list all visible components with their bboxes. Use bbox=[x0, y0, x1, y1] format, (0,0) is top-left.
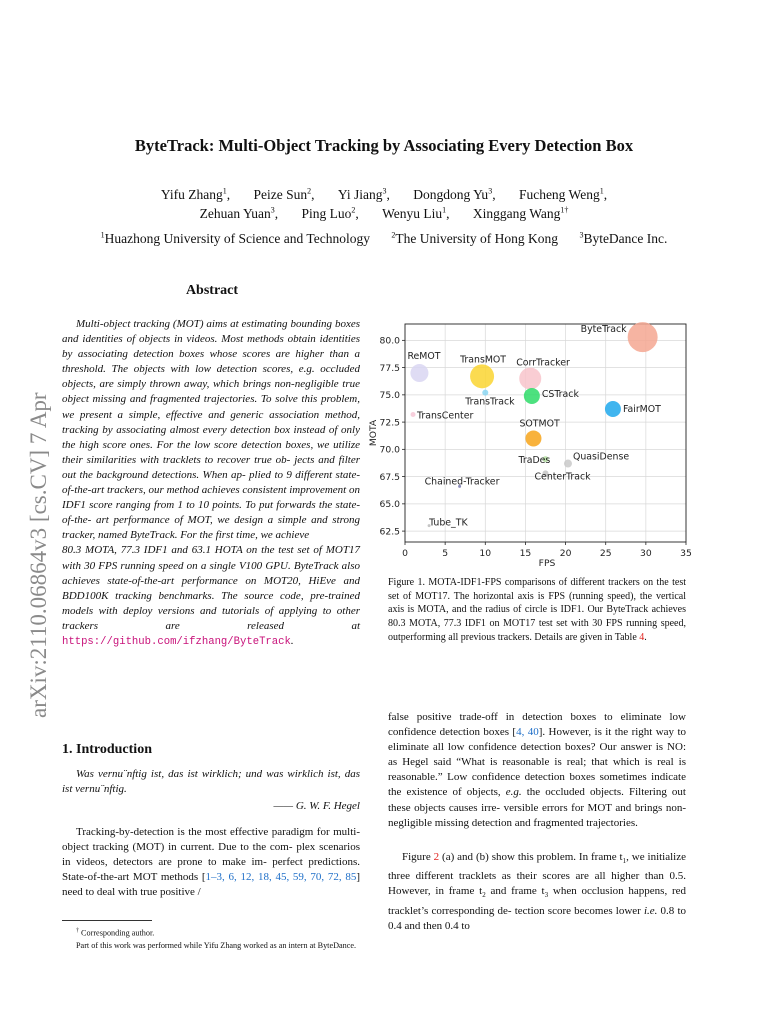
x-axis-label: FPS bbox=[538, 558, 556, 569]
y-tick-label: 77.5 bbox=[379, 362, 400, 374]
right-p1-text-a: false positive trade-off in detection boxes to eliminate low confidence detection boxes [ bbox=[388, 711, 686, 739]
figure-1-caption bbox=[388, 576, 686, 645]
point-label-fairmot: FairMOT bbox=[622, 404, 661, 416]
y-tick-label: 62.5 bbox=[379, 526, 400, 538]
github-link[interactable]: https://github.com/ifzhang/ByteTrack bbox=[62, 635, 291, 648]
abstract-text: Multi-object tracking (MOT) aims at estimating bounding boxes and identities of objects in videos. Most methods obtain identities by associating detection boxes whose scores are higher than a threshold. The objects with low detection scores, e.g. occluded objects, are simply thrown away, which brings non-negligible true object missing and fragmented trajectories. To solve this problem, we present a simple, effective and generic association method, tracking by associating almost every detection box instead of only the high score ones. For the low score detection boxes, we utilize their similarities with tracklets to recover true ob- jects and filter out the background detections. When ap- plied to 9 different state-of-the-art trackers, our method achieves consistent improvement on IDF1 score ranging from 1 to 10 points. To put forwards the state-of-the- art performance of MOT, we design a simple and strong tracker, named ByteTrack. For the first time, we achieve bbox=[62, 318, 360, 542]
affiliation-3: $^3$ByteDance Inc. bbox=[579, 230, 668, 246]
arxiv-side-stamp bbox=[16, 330, 56, 720]
right-p2-ie: i.e. bbox=[643, 904, 658, 917]
point-transcenter bbox=[411, 412, 416, 417]
author-2: Peize Sun$^2$, bbox=[253, 186, 315, 202]
point-label-corrtracker: CorrTracker bbox=[516, 357, 570, 369]
x-tick-label: 25 bbox=[599, 548, 612, 559]
footnotes bbox=[62, 925, 360, 952]
right-p2-figure-ref[interactable]: 2 bbox=[433, 851, 440, 863]
point-transtrack bbox=[482, 390, 488, 396]
paper-title: ByteTrack: Multi-Object Tracking by Associating Every Detection Box bbox=[134, 136, 634, 155]
y-tick-label: 72.5 bbox=[379, 417, 400, 429]
authors-line-2 bbox=[0, 205, 768, 222]
right-p2-text-f: 0.8 to 0.4 and then 0.4 to bbox=[388, 904, 686, 932]
x-tick-label: 35 bbox=[680, 548, 692, 559]
intro-text-b: ] need to deal with true positive / bbox=[62, 871, 361, 899]
footnote-internship: Part of this work was performed while Yifu Zhang worked as an intern at ByteDance. bbox=[76, 940, 357, 950]
point-label-transcenter: TransCenter bbox=[417, 410, 474, 422]
author-5: Fucheng Weng$^1$, bbox=[518, 186, 608, 202]
point-label-centertrack: CenterTrack bbox=[534, 471, 591, 483]
data-points bbox=[407, 322, 661, 529]
right-paragraph-2: Figure 2 (a) and (b) show this problem. In frame $t_1$, we initialize three different tracklets as their scores are all higher than 0.5. However, in frame $t_2$ and frame $t_3$ when occlusion happens, red tracklet’s corresponding de- tection score becomes lower i.e. 0.8 to 0.4 and then 0.4 to bbox=[388, 851, 687, 932]
point-label-chained-tracker: Chained-Tracker bbox=[424, 476, 500, 488]
point-fairmot bbox=[605, 401, 621, 417]
author-4: Dongdong Yu$^3$, bbox=[413, 186, 496, 202]
x-tick-label: 0 bbox=[402, 548, 408, 559]
y-tick-label: 80.0 bbox=[379, 335, 400, 347]
y-tick-label: 67.5 bbox=[379, 471, 400, 483]
right-p2-text-b: (a) and (b) show this problem. In frame t bbox=[439, 851, 623, 863]
x-tick-label: 10 bbox=[479, 548, 492, 559]
quote-attribution: —— G. W. F. Hegel bbox=[273, 800, 360, 812]
section-introduction-heading: 1. Introduction bbox=[62, 742, 152, 757]
authors-line-1 bbox=[0, 186, 768, 203]
point-label-bytetrack: ByteTrack bbox=[580, 324, 627, 336]
point-label-tube-tk: Tube_TK bbox=[429, 517, 468, 529]
abstract-heading: Abstract bbox=[185, 283, 239, 298]
x-tick-label: 15 bbox=[519, 548, 532, 559]
point-label-transmot: TransMOT bbox=[460, 354, 507, 366]
y-tick-label: 75.0 bbox=[379, 390, 400, 402]
author-9: Xinggang Wang$^{1\dagger}$ bbox=[472, 205, 569, 221]
abstract-text-continued bbox=[62, 543, 360, 650]
author-1: Yifu Zhang$^1$, bbox=[160, 186, 231, 202]
point-label-cstrack: CSTrack bbox=[541, 388, 579, 400]
right-p2-text-d: and frame t bbox=[485, 885, 545, 898]
abstract-end: . bbox=[290, 634, 294, 647]
right-paragraph-1 bbox=[388, 710, 686, 831]
point-label-trades: TraDes bbox=[518, 455, 551, 467]
x-tick-label: 30 bbox=[640, 548, 652, 559]
x-tick-label: 20 bbox=[559, 548, 572, 559]
point-quasidense bbox=[564, 460, 572, 468]
affiliation-1: $^1$Huazhong University of Science and Technology bbox=[100, 230, 370, 246]
right-p1-text-b: ]. However, is it the right way to eliminate all low confidence detection boxes? Our answer is NO: as Hegel said “What is reasonable is real; that which is real is reasonable.” Low confidence detection boxes sometimes indicate the existence of objects, bbox=[388, 726, 687, 799]
abstract-body bbox=[62, 317, 360, 650]
point-corrtracker bbox=[519, 368, 541, 390]
right-p2-text-c: , we initialize three different tracklets as their scores are all higher than 0.5. However, in frame t bbox=[388, 851, 687, 898]
right-p1-eg: e.g. bbox=[505, 786, 522, 799]
point-label-quasidense: QuasiDense bbox=[572, 451, 630, 463]
y-tick-label: 70.0 bbox=[379, 444, 400, 456]
right-p1-citations[interactable]: 4, 40 bbox=[516, 726, 539, 739]
intro-citations[interactable]: 1–3, 6, 12, 18, 45, 59, 70, 72, 85 bbox=[205, 871, 357, 884]
point-label-sotmot: SOTMOT bbox=[519, 418, 560, 430]
hegel-quote: Was vernu¨nftig ist, das ist wirklich; und was wirklich ist, das ist vernu¨nftig. bbox=[62, 768, 360, 795]
mota-fps-scatter-chart bbox=[366, 318, 698, 572]
author-6: Zehuan Yuan$^3$, bbox=[199, 205, 279, 221]
point-label-remot: ReMOT bbox=[407, 351, 441, 363]
point-transmot bbox=[470, 364, 494, 388]
caption-end: . bbox=[644, 631, 647, 643]
author-8: Wenyu Liu$^1$, bbox=[382, 205, 450, 221]
point-remot bbox=[410, 364, 428, 382]
y-axis-label: MOTA bbox=[368, 419, 379, 447]
footnote-corresponding: † Corresponding author. bbox=[76, 928, 155, 938]
caption-text: Figure 1. MOTA-IDF1-FPS comparisons of different trackers on the test set of MOT17. The horizontal axis is FPS (running speed), the vertical axis is MOTA, and the radius of circle is IDF1. Our ByteTrack achieves 80.3 MOTA, 77.3 IDF1 on MOT17 test set with 30 FPS running speed, outperforming all previous trackers. Details are given in Table bbox=[388, 577, 686, 643]
abstract-text-2: 80.3 MOTA, 77.3 IDF1 and 63.1 HOTA on the test set of MOT17 with 30 FPS running speed on a single V100 GPU. ByteTrack also achieves state-of-the-art performance on MOT20, HiEve and BDD100K tracking benchmarks. The source code, pre-trained models with deploy versions and tutorials of applying to other trackers are released at bbox=[62, 544, 360, 632]
y-tick-label: 65.0 bbox=[379, 499, 400, 511]
arxiv-id: arXiv:2110.06864v3 [cs.CV] 7 Apr bbox=[26, 392, 51, 718]
caption-table-ref[interactable]: 4 bbox=[639, 631, 645, 643]
affiliations bbox=[0, 230, 768, 247]
intro-paragraph bbox=[62, 825, 360, 900]
right-p2-text-a: Figure bbox=[402, 851, 434, 863]
point-bytetrack bbox=[628, 322, 658, 352]
right-p2-text-e: when occlusion happens, red tracklet’s corresponding de- tection score becomes lower bbox=[388, 885, 687, 917]
point-cstrack bbox=[524, 388, 540, 404]
affiliation-2: $^2$The University of Hong Kong bbox=[391, 230, 559, 246]
x-tick-label: 5 bbox=[442, 548, 449, 559]
right-p1-text-c: the occluded objects. Filtering out these objects causes irre- versible errors for MOT and brings non-negligible missing detection and fragmented trajectories. bbox=[388, 786, 686, 829]
intro-text-a: Tracking-by-detection is the most effective paradigm for multi-object tracking (MOT) in current. Due to the com- plex scenarios in videos, detectors are prone to make im- perfect predictions. State-of-the-art MOT methods [ bbox=[62, 826, 360, 884]
author-3: Yi Jiang$^3$, bbox=[337, 186, 390, 202]
point-sotmot bbox=[525, 430, 541, 446]
author-7: Ping Luo$^2$, bbox=[301, 205, 359, 221]
footnote-rule bbox=[62, 920, 152, 921]
point-label-transtrack: TransTrack bbox=[465, 396, 515, 408]
